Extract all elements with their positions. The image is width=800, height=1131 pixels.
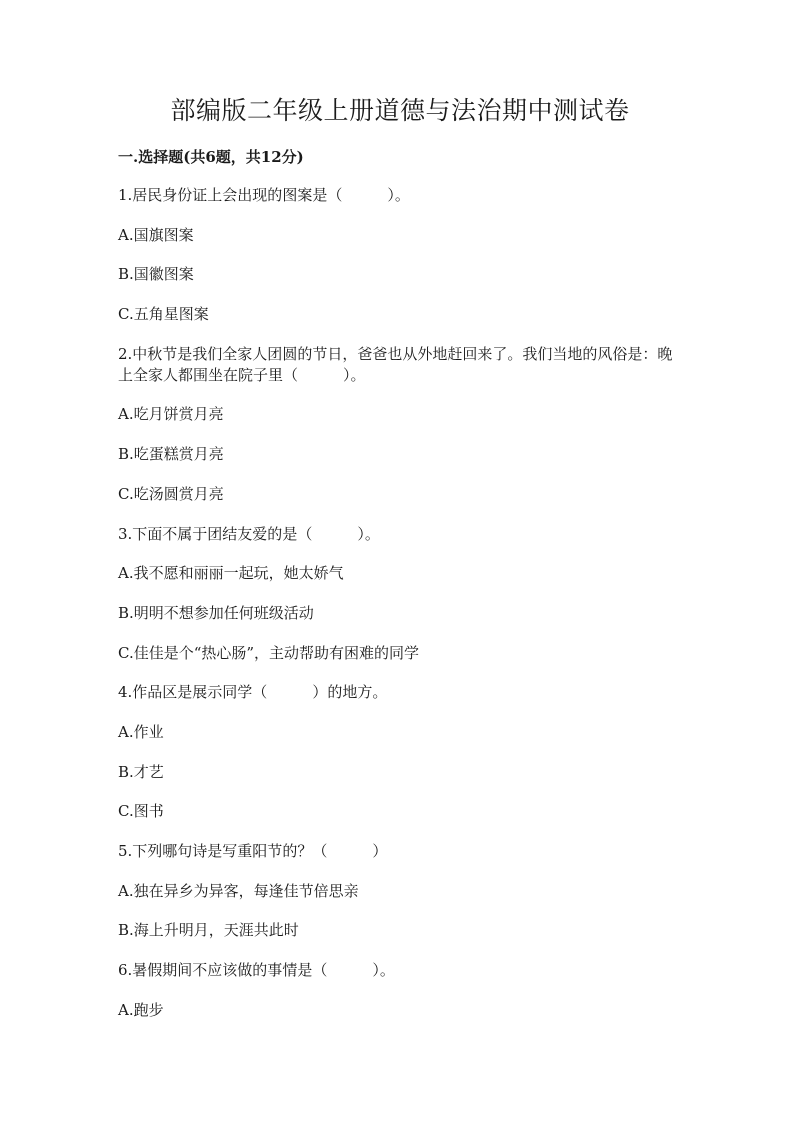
- question-stem: 2.中秋节是我们全家人团圆的节日，爸爸也从外地赶回来了。我们当地的风俗是：晚上全家人都围坐在院子里（ ）。: [118, 344, 673, 384]
- option-b: B.海上升明月，天涯共此时: [118, 921, 299, 940]
- option-a: A.国旗图案: [118, 225, 194, 244]
- option-a: A.我不愿和丽丽一起玩，她太娇气: [118, 564, 344, 583]
- question-stem: 1.居民身份证上会出现的图案是（ ）。: [118, 186, 410, 204]
- question-2: [118, 344, 686, 505]
- option-b: B.国徽图案: [118, 265, 194, 284]
- option-a: A.吃月饼赏月亮: [118, 405, 224, 424]
- question-list: [118, 185, 686, 1039]
- question-stem: 3.下面不属于团结友爱的是（ ）。: [118, 524, 380, 543]
- page-title: 部编版二年级上册道德与法治期中测试卷: [170, 96, 630, 125]
- option-c: C.佳佳是个“热心肠”，主动帮助有困难的同学: [118, 643, 420, 662]
- question-stem: 4.作品区是展示同学（ ）的地方。: [118, 683, 388, 702]
- question-stem: 5.下列哪句诗是写重阳节的？（ ）: [118, 842, 388, 860]
- option-b: B.才艺: [118, 762, 164, 781]
- option-b: B.明明不想参加任何班级活动: [118, 603, 314, 622]
- question-3: [118, 524, 686, 664]
- option-c: C.吃汤圆赏月亮: [118, 484, 224, 503]
- section-heading: 一.选择题(共6题，共12分): [118, 148, 304, 166]
- option-b: B.吃蛋糕赏月亮: [118, 445, 224, 464]
- question-stem: 6.暑假期间不应该做的事情是（ ）。: [118, 961, 395, 980]
- question-4: [118, 682, 686, 822]
- question-5: [118, 841, 686, 941]
- question-6: [118, 960, 686, 1021]
- option-a: A.跑步: [118, 1000, 164, 1019]
- option-a: A.独在异乡为异客，每逢佳节倍思亲: [118, 881, 359, 900]
- option-c: C.五角星图案: [118, 305, 209, 324]
- option-c: C.图书: [118, 802, 164, 821]
- option-a: A.作业: [118, 722, 164, 741]
- question-1: [118, 185, 686, 325]
